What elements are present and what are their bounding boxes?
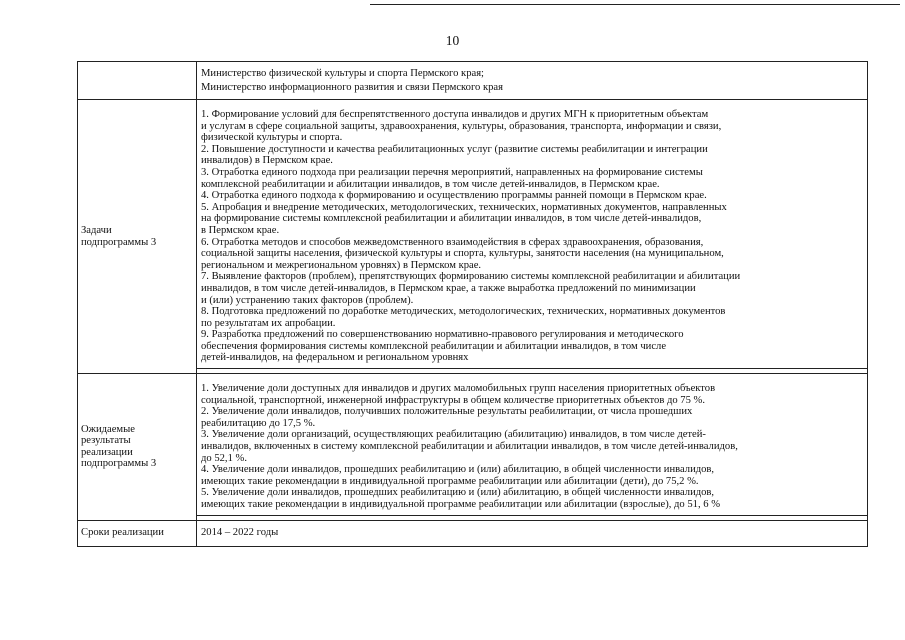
result-line: 2. Увеличение доли инвалидов, получивших положительные результаты реабилитации, от числа прошедших — [201, 406, 693, 418]
task-line: 7. Выявление факторов (проблем), препятствующих формированию системы комплексной реабилитации и абилитации — [201, 271, 741, 283]
task-line: 9. Разработка предложений по совершенствованию нормативно-правового регулирования и методического — [201, 329, 684, 341]
result-line: 4. Увеличение доли инвалидов, прошедших реабилитацию и (или) абилитацию, в общей численности инвалидов, — [201, 464, 715, 476]
results-label-line: реализации — [81, 446, 133, 458]
inner-separator — [197, 515, 867, 519]
result-line: до 52,1 %. — [201, 452, 247, 464]
inner-separator — [197, 368, 867, 372]
page-number: 10 — [445, 33, 460, 48]
task-line: и (или) устранению таких факторов (проблем). — [201, 294, 414, 306]
ministry-line: Министерство информационного развития и связи Пермского края — [201, 82, 504, 93]
result-line: имеющих такие рекомендации в индивидуальной программе реабилитации или абилитации (взрослые), до 51, 6 % — [201, 499, 721, 510]
result-line: социальной, транспортной, инженерной инфраструктуры в общем количестве приоритетных объектов до 75 %. — [201, 394, 706, 406]
task-line: 1. Формирование условий для беспрепятственного доступа инвалидов и других МГН к приоритетным объектам — [201, 109, 709, 120]
row-results — [78, 374, 868, 521]
results-label-line: результаты — [81, 435, 131, 447]
result-line: 1. Увеличение доли доступных для инвалидов и других маломобильных групп населения приоритетных объектов — [201, 383, 716, 395]
task-line: 5. Апробация и внедрение методических, методологических, технических, нормативных документов, направленных — [201, 201, 727, 213]
result-line: реабилитацию до 17,5 %. — [201, 417, 316, 429]
task-line: обеспечения формирования системы комплексной реабилитации и абилитации инвалидов, в том числе — [201, 340, 667, 352]
results-cell — [197, 374, 868, 521]
top-rule — [370, 4, 900, 5]
task-line: региональном и межрегиональном уровнях) в Пермском крае. — [201, 259, 482, 271]
task-line: инвалидов) в Пермском крае. — [201, 155, 333, 167]
results-label-cell — [78, 374, 197, 521]
task-line: 4. Отработка единого подхода к формированию и осуществлению программы ранней помощи в Пермском крае. — [201, 190, 707, 202]
ministry-line: Министерство физической культуры и спорта Пермского края; — [201, 68, 485, 79]
tasks-label-line: подпрограммы 3 — [81, 236, 157, 248]
ministries-cell — [197, 62, 868, 100]
ministries-label-cell — [78, 62, 197, 100]
task-line: по результатам их апробации. — [201, 317, 336, 329]
term-label-cell — [78, 520, 197, 547]
term-value: 2014 – 2022 годы — [201, 526, 279, 538]
task-line: и услугам в сфере социальной защиты, здравоохранения, культуры, образования, транспорта, информации и связи, — [201, 120, 722, 132]
results-label-line: Ожидаемые — [81, 423, 135, 435]
task-line: детей-инвалидов, на федеральном и региональном уровнях — [201, 352, 469, 364]
results-label-line: подпрограммы 3 — [81, 458, 157, 470]
result-line: 5. Увеличение доли инвалидов, прошедших реабилитацию и (или) абилитацию, в общей численности инвалидов, — [201, 487, 715, 499]
task-line: на формирование системы комплексной реабилитации и абилитации инвалидов, в том числе детей-инвалидов, — [201, 213, 702, 225]
row-term — [78, 520, 868, 547]
row-ministries — [78, 62, 868, 100]
task-line: комплексной реабилитации и абилитации инвалидов, в том числе детей-инвалидов, в Пермском крае. — [201, 178, 660, 190]
result-line: имеющих такие рекомендации в индивидуальной программе реабилитации или абилитации (дети), до 75,2 %. — [201, 475, 699, 487]
term-label: Сроки реализации — [81, 526, 164, 538]
task-line: 3. Отработка единого подхода при реализации перечня мероприятий, направленных на формирование системы — [201, 166, 703, 178]
row-tasks — [78, 100, 868, 374]
term-cell — [197, 520, 868, 547]
tasks-label-cell — [78, 100, 197, 374]
task-line: физической культуры и спорта. — [201, 132, 343, 144]
result-line: 3. Увеличение доли организаций, осуществляющих реабилитацию (абилитацию) инвалидов, в том числе детей- — [201, 429, 706, 441]
task-line: в Пермском крае. — [201, 224, 280, 236]
task-line: 8. Подготовка предложений по доработке методических, методологических, технических, нормативных документов — [201, 306, 726, 318]
tasks-label-line: Задачи — [81, 224, 112, 236]
subprogram-passport-table — [77, 61, 868, 547]
task-line: 6. Отработка методов и способов межведомственного взаимодействия в сферах здравоохранения, образования, — [201, 236, 704, 248]
task-line: инвалидов, в том числе детей-инвалидов, в Пермском крае, а также выработка предложений по минимизации — [201, 282, 696, 294]
result-line: инвалидов, включенных в систему комплексной реабилитации и абилитации инвалидов, в том числе детей-инвалидов, — [201, 441, 738, 453]
task-line: социальной защиты населения, физической культуры и спорта, культуры, занятости населения (на муниципальном, — [201, 248, 724, 260]
task-line: 2. Повышение доступности и качества реабилитационных услуг (развитие системы реабилитации и интеграции — [201, 143, 708, 155]
tasks-cell — [197, 100, 868, 374]
